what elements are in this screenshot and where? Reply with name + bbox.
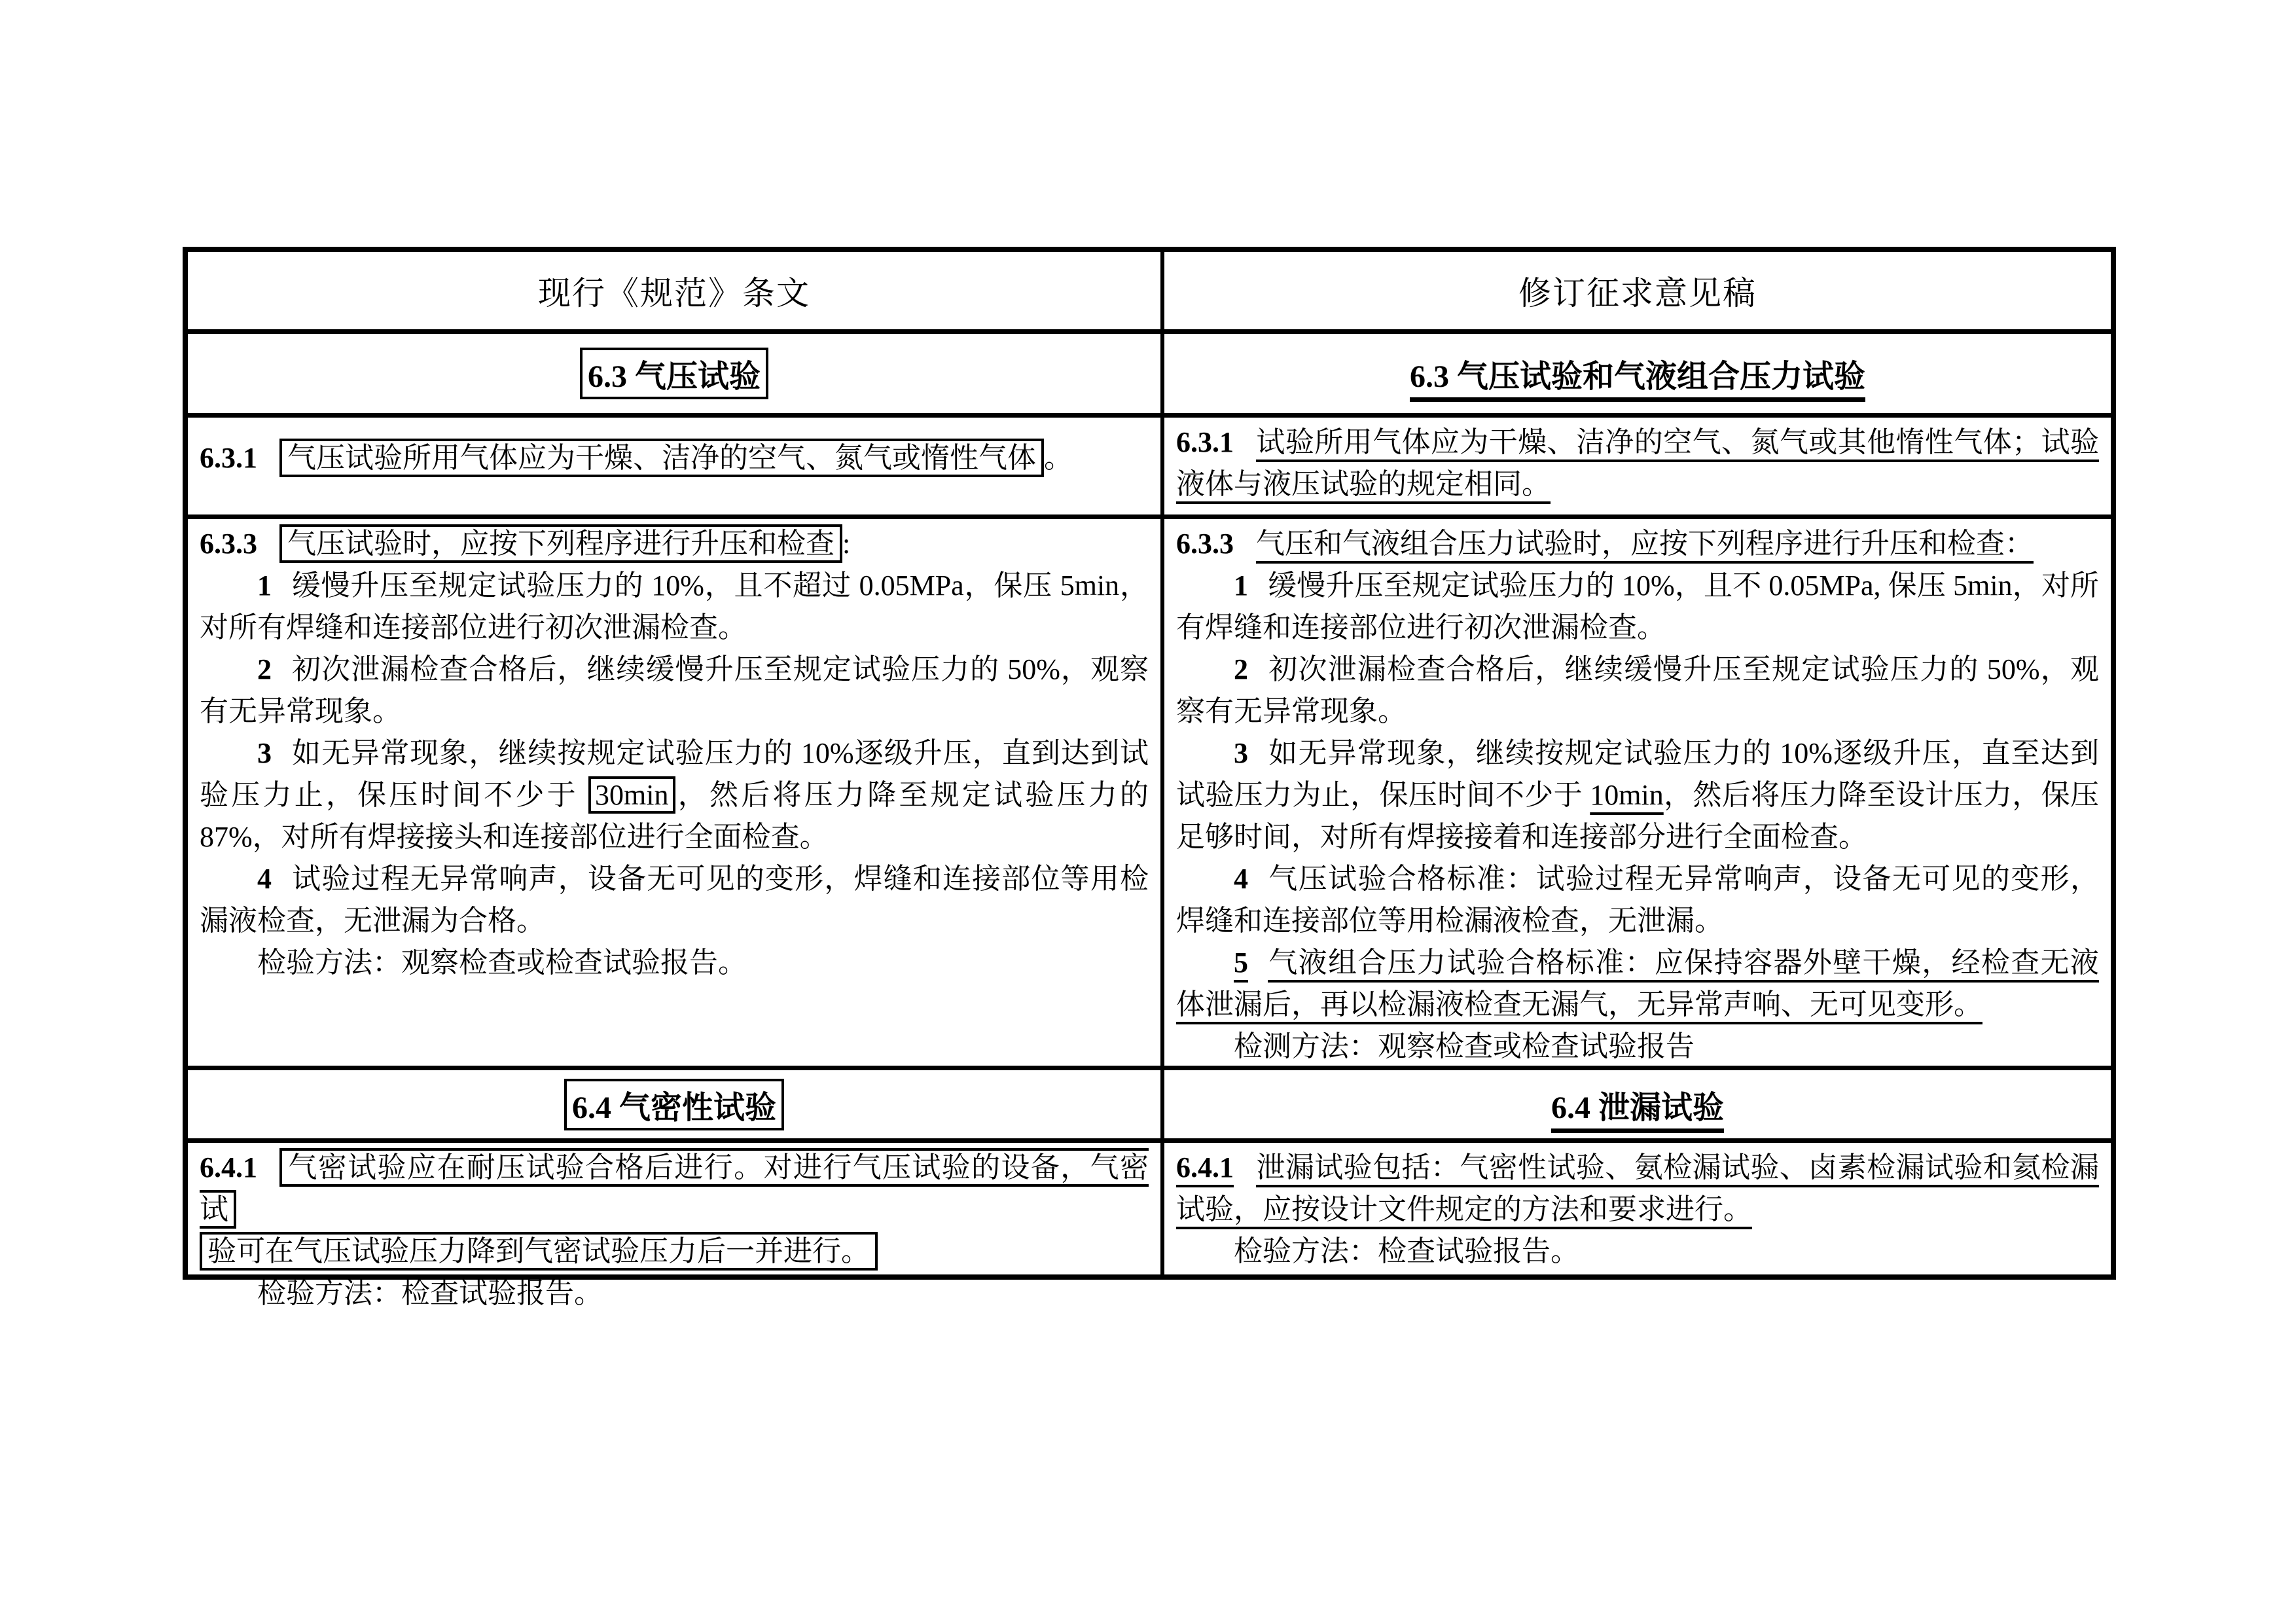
clause-number: 6.3.3 bbox=[200, 528, 257, 560]
inspection-method-line: 检验方法：检查试验报告。 bbox=[257, 1277, 603, 1309]
clause-6-3-1-left-paragraph bbox=[200, 437, 1149, 479]
inspection-method-line: 检测方法：观察检查或检查试验报告 bbox=[1234, 1030, 1695, 1062]
clause-text: 泄漏试验包括：气密性试验、氨检漏试验、卤素检漏试验和氦检漏试验，应按设计文件规定的方法和要求进行。 bbox=[1176, 1151, 2099, 1225]
header-right-title: 修订征求意见稿 bbox=[1518, 275, 1757, 312]
clause-6-3-1-left-cell bbox=[188, 418, 1164, 519]
boxed-clause-heading: 气压试验时，应按下列程序进行升压和检查 bbox=[279, 524, 842, 563]
clause-6-3-3-left-cell bbox=[188, 519, 1164, 1070]
clause-6-3-3-right-cell bbox=[1164, 519, 2111, 1070]
item-text: 缓慢升压至规定试验压力的 10%，且不 0.05MPa, 保压 5min，对所有焊缝和连接部位进行初次泄漏检查。 bbox=[1176, 569, 2099, 643]
underlined-clause bbox=[1176, 1151, 2099, 1225]
clause-6-3-1-right-cell bbox=[1164, 418, 2111, 519]
header-left-title: 现行《规范》条文 bbox=[538, 275, 810, 312]
boxed-duration-value: 30min bbox=[588, 776, 675, 814]
section-6-4-left-heading: 6.4 气密性试验 bbox=[564, 1079, 784, 1130]
clause-number: 6.4.1 bbox=[1176, 1151, 1234, 1183]
clause-heading-paragraph bbox=[200, 523, 1149, 565]
list-item bbox=[1176, 565, 2099, 649]
item-text: ，然后将压力降至设计压力，保压足够时间，对所有焊接接着和连接部分进行全面检查。 bbox=[1176, 779, 2100, 853]
item-text: 初次泄漏检查合格后，继续缓慢升压至规定试验压力的 50%，观察有无异常现象。 bbox=[200, 653, 1149, 727]
section-6-4-right-heading: 6.4 泄漏试验 bbox=[1551, 1090, 1724, 1125]
underlined-clause-text: 试验所用气体应为干燥、洁净的空气、氮气或其他惰性气体；试验液体与液压试验的规定相同。 bbox=[1176, 426, 2099, 500]
clause-number: 6.3.1 bbox=[1176, 426, 1234, 458]
section-6-3-right-heading: 6.3 气压试验和气液组合压力试验 bbox=[1409, 359, 1865, 394]
item-text: 气压试验合格标准：试验过程无异常响声，设备无可见的变形，焊缝和连接部位等用检漏液检查，无泄漏。 bbox=[1176, 863, 2099, 937]
item-text: 气液组合压力试验合格标准：应保持容器外壁干燥，经检查无液体泄漏后，再以检漏液检查无漏气，无异常声响、无可见变形。 bbox=[1176, 947, 2099, 1020]
list-item bbox=[1176, 858, 2099, 942]
list-item bbox=[200, 858, 1149, 942]
clause-6-4-1-right-paragraph bbox=[1176, 1147, 2099, 1231]
comparison-table bbox=[183, 247, 2116, 1309]
underlined-duration-value: 10min bbox=[1590, 779, 1664, 811]
item-text: 缓慢升压至规定试验压力的 10%，且不超过 0.05MPa，保压 5min，对所有焊缝和连接部位进行初次泄漏检查。 bbox=[200, 569, 1149, 643]
section-6-3-left-heading: 6.3 气压试验 bbox=[580, 348, 768, 399]
clause-text-tail: 。 bbox=[1044, 442, 1073, 474]
clause-number: 6.4.1 bbox=[200, 1151, 257, 1183]
header-cell-current-code bbox=[188, 252, 1164, 334]
clause-heading-tail: : bbox=[842, 528, 851, 560]
clause-heading-paragraph bbox=[1176, 523, 2099, 565]
item-text: ，然后将压力降至规定试验压力的 87%，对所有焊接接头和连接部位进行全面检查。 bbox=[200, 779, 1149, 853]
section-6-3-left-cell bbox=[188, 334, 1164, 418]
section-6-3-right-cell bbox=[1164, 334, 2111, 418]
clause-6-4-1-left-paragraph bbox=[200, 1147, 1149, 1272]
item-number: 1 bbox=[1234, 569, 1248, 602]
item-number: 2 bbox=[257, 653, 272, 685]
clause-number: 6.3.1 bbox=[200, 442, 257, 474]
header-cell-revision-draft bbox=[1164, 252, 2111, 334]
list-item bbox=[1176, 942, 2099, 1026]
boxed-clause-text: 气压试验所用气体应为干燥、洁净的空气、氮气或惰性气体 bbox=[279, 439, 1044, 477]
list-item bbox=[1176, 649, 2099, 732]
item-number: 3 bbox=[1234, 737, 1248, 769]
item-number: 3 bbox=[257, 737, 272, 769]
clause-number: 6.3.3 bbox=[1176, 528, 1234, 560]
list-item bbox=[1176, 732, 2099, 858]
inspection-method-line: 检验方法：观察检查或检查试验报告。 bbox=[257, 947, 747, 979]
section-6-4-right-cell bbox=[1164, 1070, 2111, 1143]
underlined-clause-heading: 气压和气液组合压力试验时，应按下列程序进行升压和检查： bbox=[1256, 528, 2034, 560]
item-number: 2 bbox=[1234, 653, 1248, 685]
list-item bbox=[200, 732, 1149, 858]
item-number: 5 bbox=[1234, 947, 1248, 979]
list-item bbox=[200, 649, 1149, 732]
item-text: 试验过程无异常响声，设备无可见的变形，焊缝和连接部位等用检漏液检查，无泄漏为合格。 bbox=[200, 863, 1149, 937]
clause-6-3-1-right-paragraph bbox=[1176, 422, 2099, 505]
item-number: 1 bbox=[257, 569, 272, 602]
item-text: 如无异常现象，继续按规定试验压力的 10%逐级升压，直至达到试验压力为止，保压时间不少于 bbox=[1176, 737, 2099, 811]
item-number: 4 bbox=[257, 863, 272, 895]
item-text: 如无异常现象，继续按规定试验压力的 10%逐级升压，直到达到试验压力止，保压时间不少于 bbox=[200, 737, 1149, 811]
boxed-clause-text-line1: 气密试验应在耐压试验合格后进行。对进行气压试验的设备，气密试 bbox=[200, 1148, 1149, 1229]
list-item bbox=[200, 565, 1149, 649]
section-6-4-left-cell bbox=[188, 1070, 1164, 1143]
item-number: 4 bbox=[1234, 863, 1248, 895]
inspection-method-line: 检验方法：检查试验报告。 bbox=[1234, 1235, 1579, 1267]
item-text: 初次泄漏检查合格后，继续缓慢升压至规定试验压力的 50%，观察有无异常现象。 bbox=[1176, 653, 2099, 727]
underlined-item bbox=[1176, 947, 2099, 1020]
clause-6-4-1-left-cell bbox=[188, 1143, 1164, 1309]
boxed-clause-text-line2: 验可在气压试验压力降到气密试验压力后一并进行。 bbox=[200, 1232, 878, 1271]
clause-6-4-1-right-cell bbox=[1164, 1143, 2111, 1274]
